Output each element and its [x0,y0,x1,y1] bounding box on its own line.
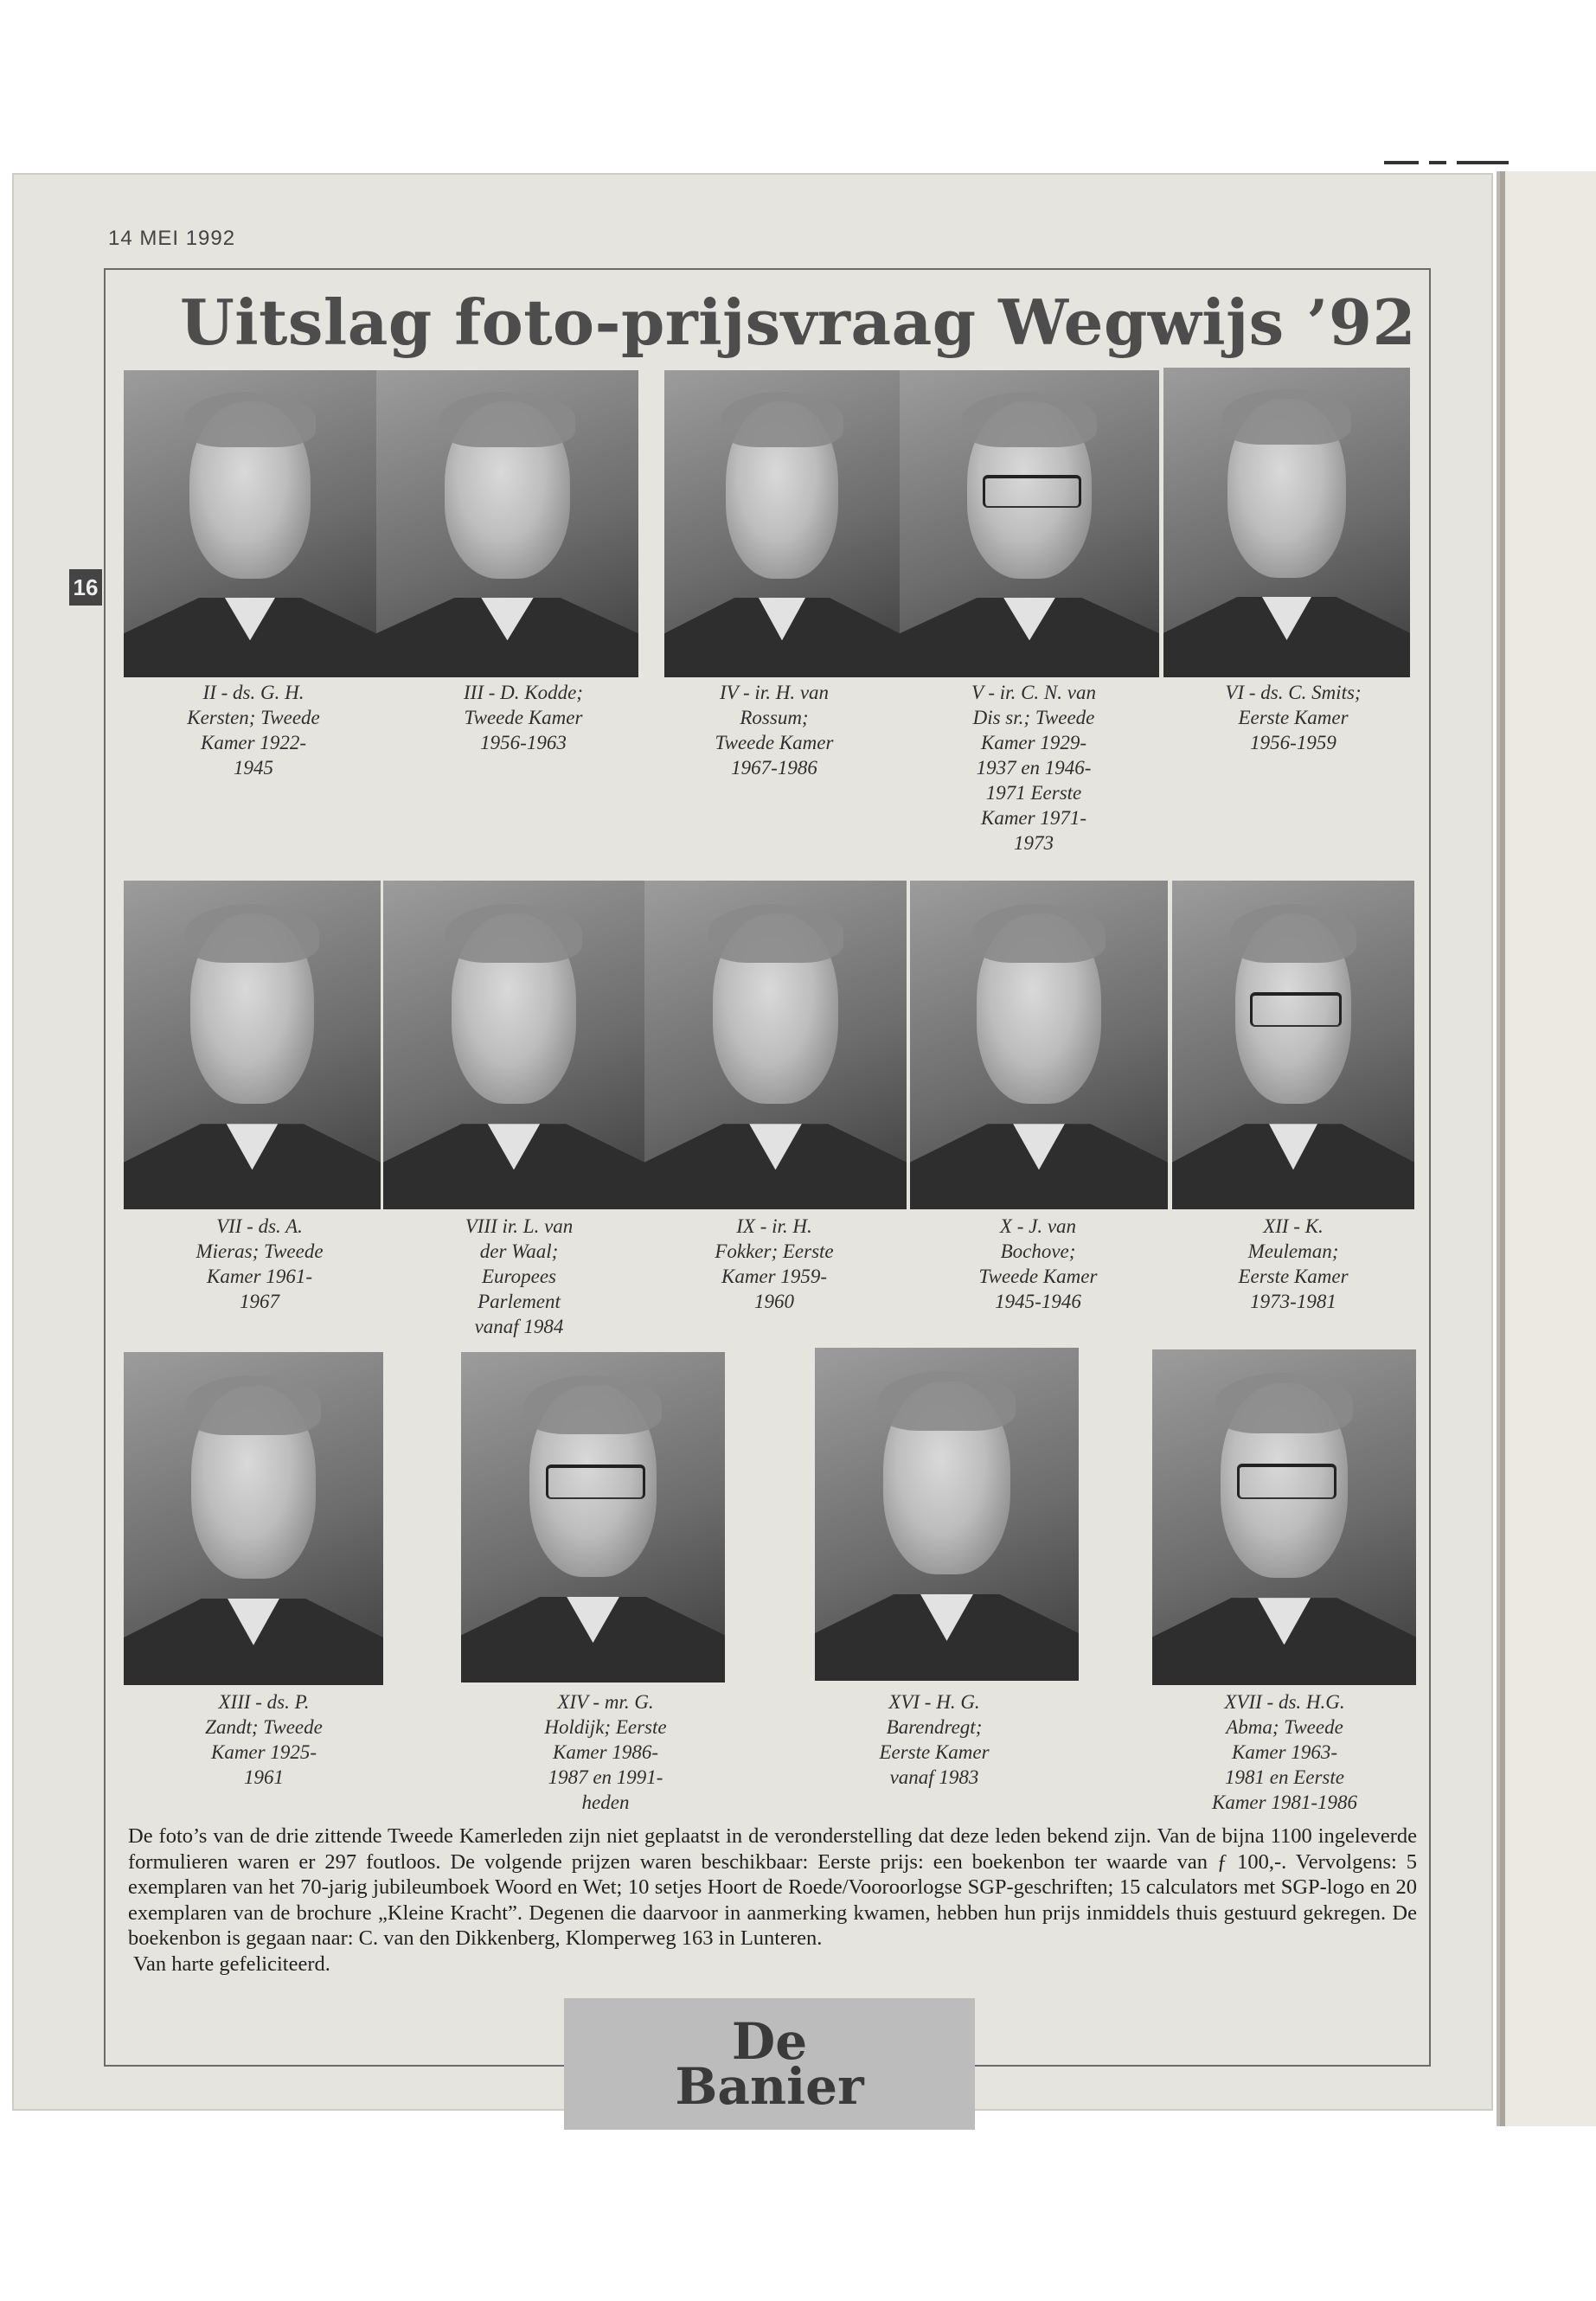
hair [445,904,581,963]
portrait-caption-10: X - J. van Bochove; Tweede Kamer 1945-1946 [978,1215,1098,1312]
portrait-photo-8 [383,881,644,1209]
hair [878,1371,1016,1431]
logo-word-banier: Banier [675,2057,864,2116]
portrait-caption-13: XIII - ds. P. Zandt; Tweede Kamer 1925- 1961 [205,1691,323,1788]
spine [1500,171,1505,2126]
portrait-caption-7: VII - ds. A. Mieras; Tweede Kamer 1961- 1967 [195,1215,324,1312]
de-banier-logo [564,1998,975,2130]
hair [1222,389,1350,445]
portrait-photo-16 [815,1348,1079,1681]
hair [186,1375,321,1435]
portrait-photo-12 [1172,881,1414,1209]
portrait-caption-9: IX - ir. H. Fokker; Eerste Kamer 1959- 1960 [715,1215,834,1312]
portrait-photo-5 [900,370,1159,677]
hair [721,392,843,447]
top-edge-marks [1384,161,1522,166]
hair [1230,904,1356,963]
hair [524,1375,662,1435]
portrait-caption-14: XIV - mr. G. Holdijk; Eerste Kamer 1986- 1987 en 1991- heden [544,1691,667,1813]
portrait-caption-2: II - ds. G. H. Kersten; Tweede Kamer 1922- 1945 [187,682,320,779]
portrait-photo-4 [664,370,900,677]
portrait-photo-7 [124,881,381,1209]
portrait-photo-13 [124,1352,383,1685]
hair [184,392,316,447]
results-text [128,1823,1417,1977]
article-title: Uitslag foto-prijsvraag Wegwijs ’92 [179,285,1417,359]
hair [962,392,1097,447]
hair [439,392,576,447]
portrait-caption-6: VI - ds. C. Smits; Eerste Kamer 1956-1959 [1225,682,1362,753]
portrait-caption-12: XII - K. Meuleman; Eerste Kamer 1973-1981 [1238,1215,1349,1312]
portrait-photo-10 [910,881,1168,1209]
hair [1215,1373,1353,1433]
results-paragraph: De foto’s van de drie zittende Tweede Kamerleden zijn niet geplaatst in de veronderstelling dat deze leden bekend zijn. Van de bijna 1100 ingeleverde formulieren waren er 297 foutloos. De volgende prijzen waren beschikbaar: Eerste prijs: een boekenbon ter waarde van ƒ 100,-. Vervolgens: 5 exemplaren van het 70-jarig jubileumboek Woord en Wet; 10 setjes Hoort de Roede/Vooroorlogse SGP-geschriften; 15 calculators met SGP-logo en 20 exemplaren van de brochure „Kleine Kracht”. Degenen die daarvoor in aanmerking kwamen, hebben hun prijs inmiddels thuis gestuurd gekregen. De boekenbon is gegaan naar: C. van den Dikkenberg, Klomperweg 163 in Lunteren. [128,1824,1417,1950]
portrait-photo-3 [376,370,638,677]
portrait-photo-9 [644,881,907,1209]
hair [972,904,1106,963]
hair [185,904,318,963]
portrait-caption-16: XVI - H. G. Barendregt; Eerste Kamer vanaf 1983 [879,1691,990,1788]
glasses [1250,992,1343,1027]
hair [708,904,844,963]
glasses [1237,1464,1337,1499]
portrait-caption-3: III - D. Kodde; Tweede Kamer 1956-1963 [464,682,583,753]
congratulations-line: Van harte gefeliciteerd. [133,1952,330,1976]
page-number-badge: 16 [69,569,102,606]
portrait-caption-5: V - ir. C. N. van Dis sr.; Tweede Kamer 1929- 1937 en 1946- 1971 Eerste Kamer 1971- 1973 [971,682,1096,854]
issue-date: 14 MEI 1992 [108,227,236,250]
glasses [546,1465,646,1499]
portrait-caption-8: VIII ir. L. van der Waal; Europees Parlement vanaf 1984 [465,1215,574,1337]
portrait-photo-14 [461,1352,725,1682]
portrait-caption-17: XVII - ds. H.G. Abma; Tweede Kamer 1963- 1981 en Eerste Kamer 1981-1986 [1211,1691,1358,1813]
portrait-photo-2 [124,370,376,677]
portrait-caption-4: IV - ir. H. van Rossum; Tweede Kamer 1967-1986 [715,682,834,779]
portrait-photo-17 [1152,1349,1416,1685]
logo-word-de: De [731,2012,808,2071]
portrait-photo-6 [1163,368,1410,677]
glasses [983,475,1081,508]
facing-page-edge [1497,171,1596,2126]
